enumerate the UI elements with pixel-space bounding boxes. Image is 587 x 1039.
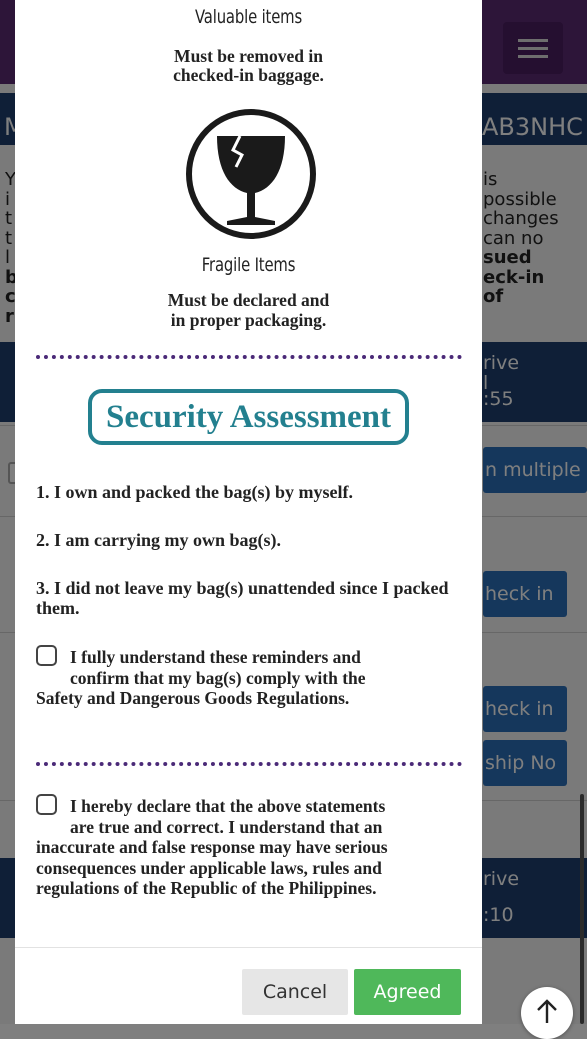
declaration-checkbox-label[interactable]: [36, 796, 466, 899]
label-line: I hereby declare that the above statements: [70, 796, 386, 816]
arrow-up-icon: [533, 997, 561, 1025]
statement-1: 1. I own and packed the bag(s) by myself.: [36, 482, 354, 502]
label-line: Safety and Dangerous Goods Regulations.: [36, 688, 350, 708]
security-assessment-title: Security Assessment: [105, 398, 392, 435]
statement-3: 3. I did not leave my bag(s) unattended since I packed them.: [36, 578, 449, 618]
dotted-divider: [36, 355, 462, 359]
label-line: I fully understand these reminders and: [70, 647, 361, 667]
valuable-items-title: Valuable items: [194, 6, 303, 28]
fragile-items-line1: Must be declared and: [167, 290, 330, 310]
modal-footer-divider: [15, 947, 482, 948]
cancel-button[interactable]: Cancel: [242, 969, 348, 1015]
dotted-divider: [36, 762, 462, 766]
fragile-items-title: Fragile Items: [201, 254, 296, 276]
label-line: are true and correct. I understand that an: [70, 816, 383, 837]
baggage-declaration-modal: [15, 0, 482, 1024]
label-line: confirm that my bag(s) comply with the: [70, 667, 366, 688]
fragile-items-line2: in proper packaging.: [170, 310, 327, 330]
label-line: regulations of the Republic of the Philippines.: [36, 878, 377, 898]
valuable-items-line1: Must be removed in: [174, 46, 323, 66]
statement-2: 2. I am carrying my own bag(s).: [36, 530, 281, 550]
scroll-to-top-button[interactable]: [521, 987, 573, 1039]
reminder-checkbox-label[interactable]: [36, 647, 466, 709]
valuable-items-line2: checked-in baggage.: [173, 65, 324, 85]
label-line: inaccurate and false response may have serious: [36, 837, 388, 857]
fragile-glass-icon: [184, 107, 318, 241]
security-assessment-heading: [88, 389, 409, 445]
agreed-button[interactable]: Agreed: [354, 969, 461, 1015]
label-line: consequences under applicable laws, rules and: [36, 857, 382, 878]
